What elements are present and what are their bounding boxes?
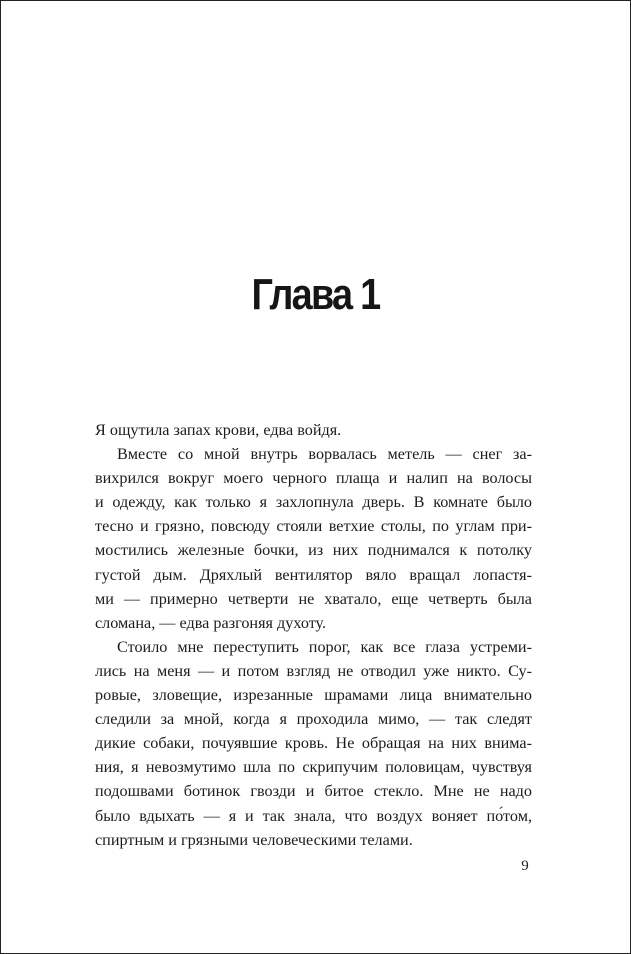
paragraph	[95, 418, 532, 442]
text-line: спиртным и грязными человеческими телами.	[95, 830, 413, 849]
text-line: следили за мной, когда я проходила мимо, — так следят	[95, 710, 532, 729]
paragraph	[95, 635, 532, 852]
text-line: Вместе со мной внутрь ворвалась метель — снег за-	[117, 445, 532, 464]
page-number: 9	[521, 858, 529, 874]
text-line: ния, я невозмутимо шла по скрипучим половицам, чувствуя	[95, 758, 532, 777]
text-line: было вдыхать — я и так знала, что воздух воняет по́том,	[95, 806, 532, 825]
text-line: ровые, зловещие, изрезанные шрамами лица внимательно	[95, 686, 532, 705]
text-line: ми — примерно четверти не хватало, еще четверть была	[95, 589, 532, 608]
text-line: мостились железные бочки, из них поднимался к потолку	[95, 541, 532, 560]
text-line: Стоило мне переступить порог, как все глаза устреми-	[117, 637, 532, 656]
text-line: густой дым. Дряхлый вентилятор вяло вращал лопастя-	[95, 565, 532, 584]
text-line: сломана, — едва разгоняя духоту.	[95, 613, 327, 632]
text-line: и одежду, как только я захлопнула дверь. В комнате было	[95, 493, 532, 512]
chapter-title: Глава 1	[251, 270, 380, 319]
text-line: дикие собаки, почуявшие кровь. Не обращая на них внима-	[95, 734, 532, 753]
text-line: лись на меня — и потом взгляд не отводил уже никто. Су-	[95, 661, 532, 680]
text-line: Я ощутила запах крови, едва войдя.	[95, 421, 342, 439]
paragraph	[95, 442, 532, 635]
text-line: тесно и грязно, повсюду стояли ветхие столы, по углам при-	[95, 517, 532, 536]
text-line: подошвами ботинок гвозди и битое стекло. Мне не надо	[95, 782, 532, 801]
text-line: вихрился вокруг моего черного плаща и налип на волосы	[95, 469, 532, 488]
body-text	[95, 418, 532, 852]
